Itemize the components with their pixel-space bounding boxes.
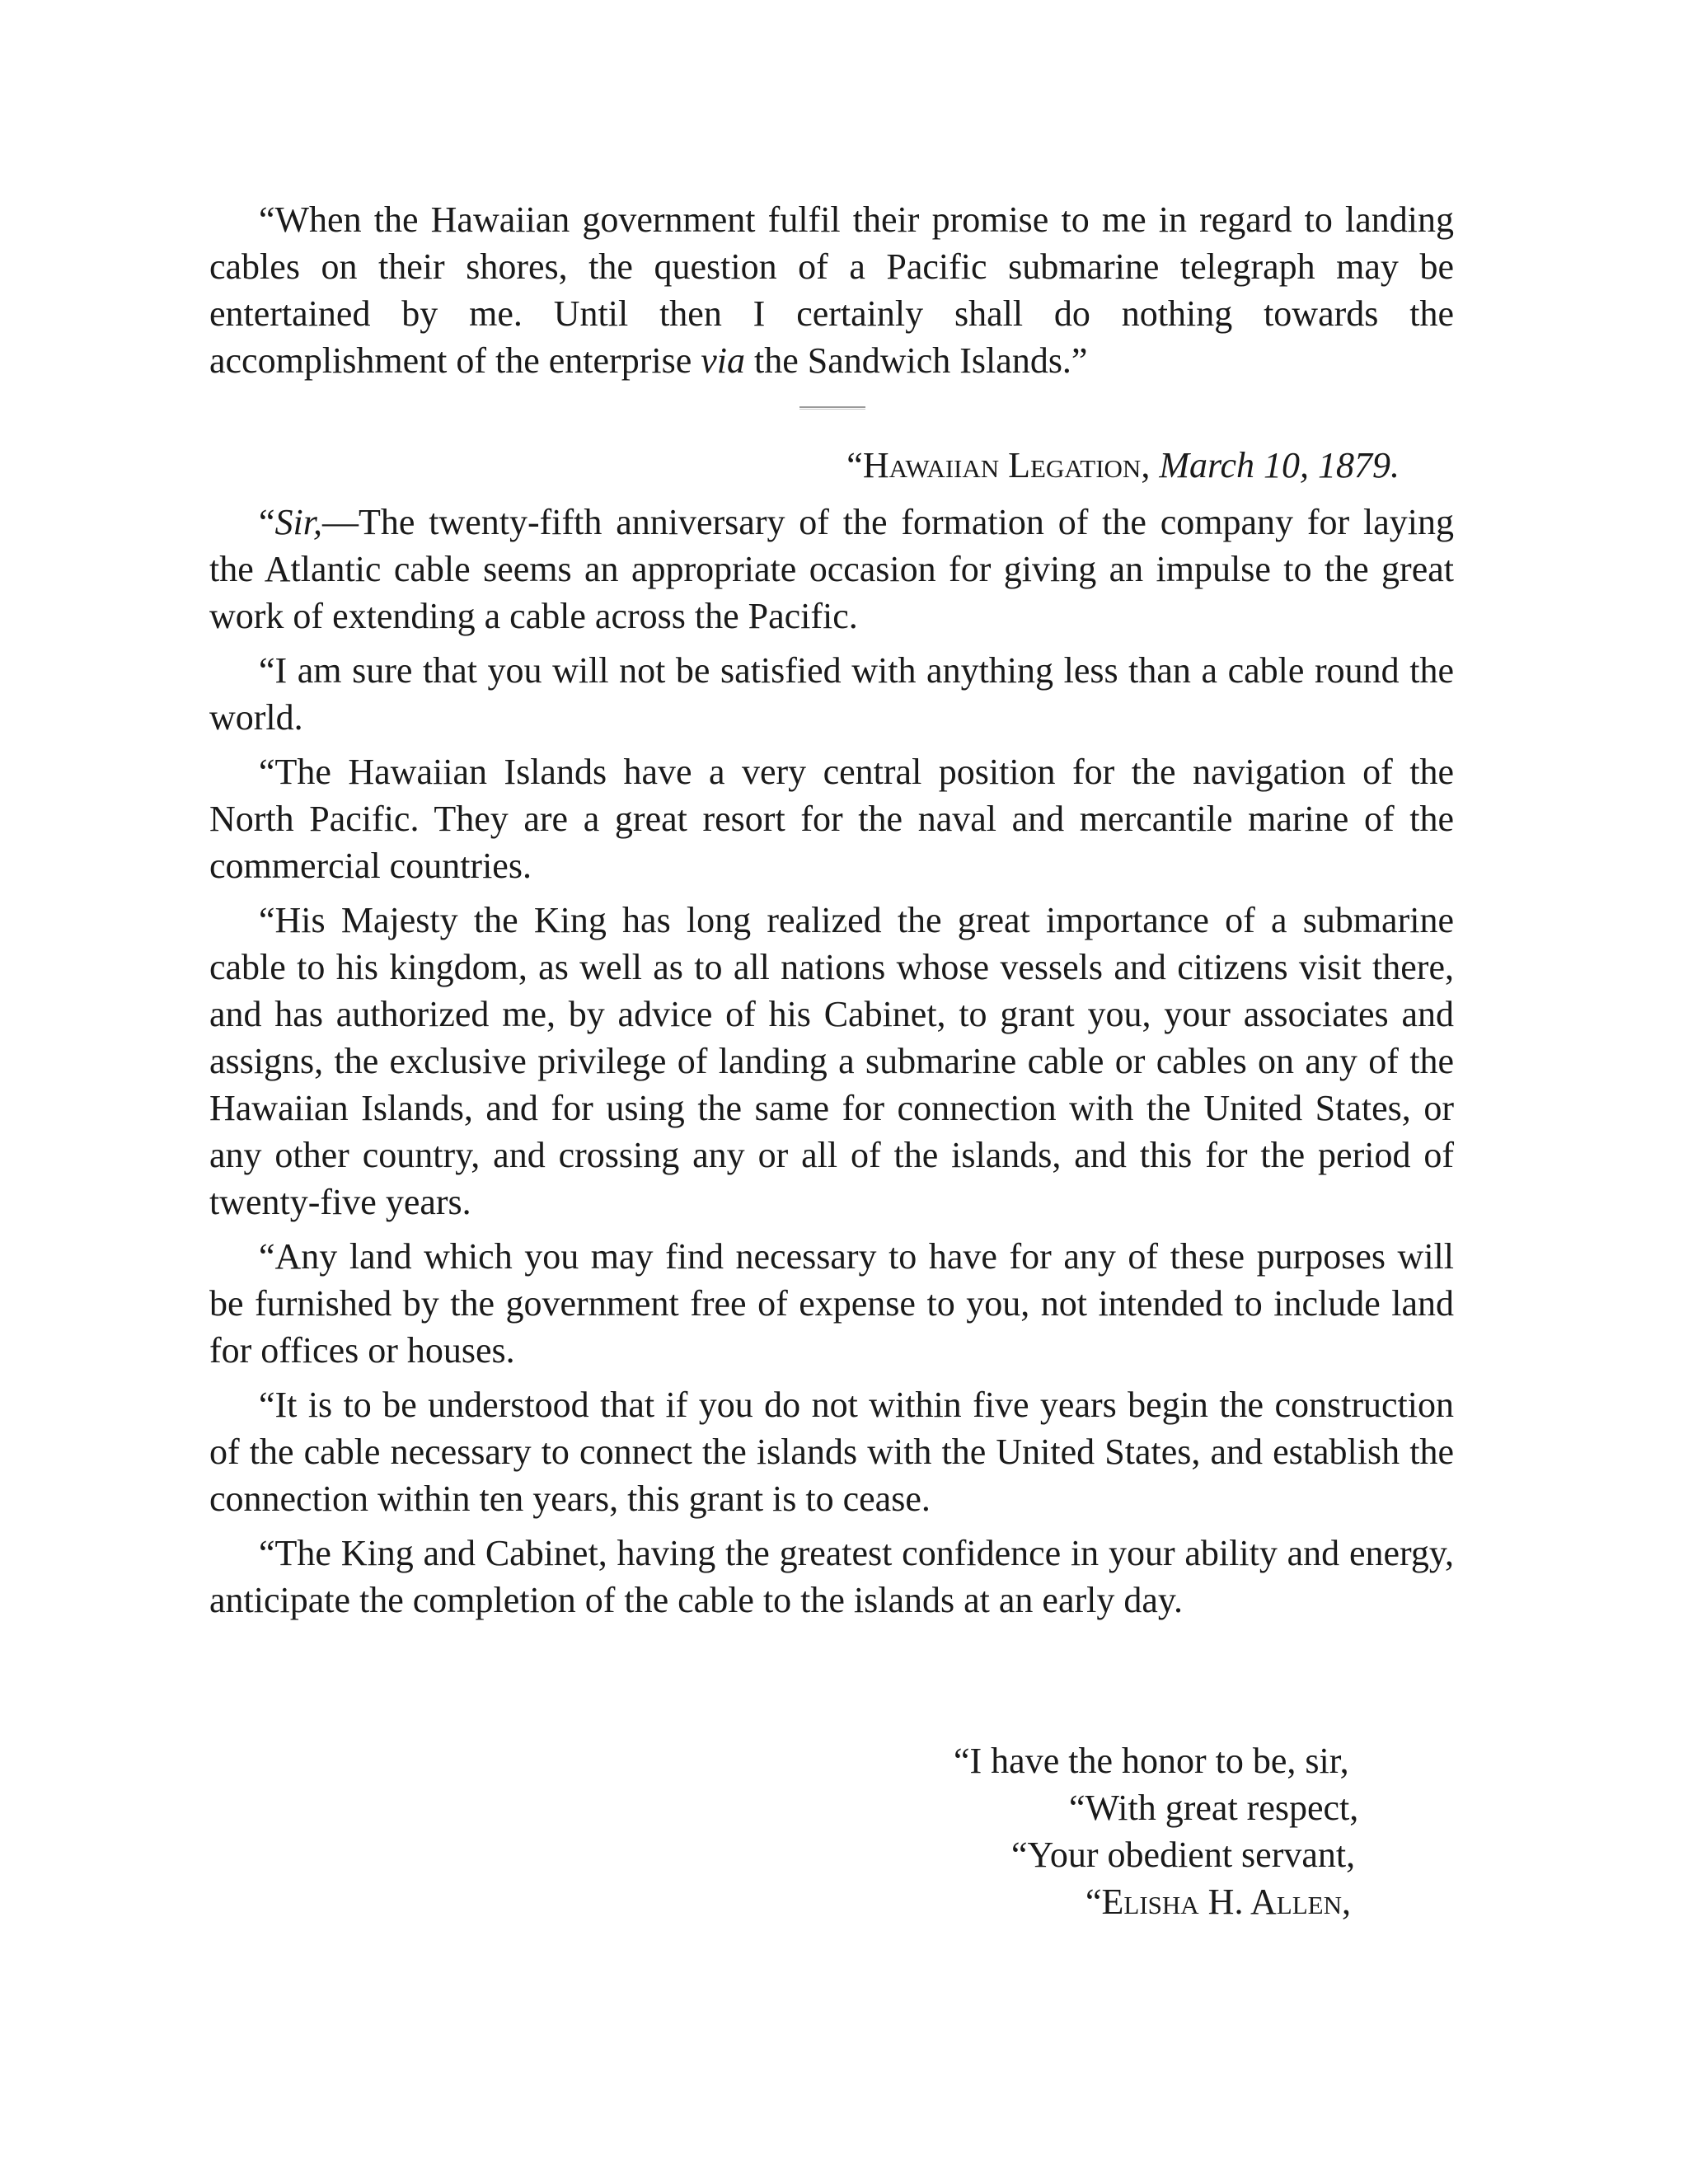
letter-paragraph-6: “It is to be understood that if you do not within five years begin the construction of the cable necessary to connect the islands with the United States, and establish the connection within ten years, this grant is to cease. [209, 1385, 1454, 1519]
signature: “Elisha H. Allen, [1085, 1882, 1351, 1922]
letter-body [209, 499, 1454, 1624]
letter-heading [209, 442, 1400, 489]
closing-line-3: “Your obedient servant, [1011, 1835, 1356, 1875]
letter-paragraph-7: “The King and Cabinet, having the greatest confidence in your ability and energy, anticipate the completion of the cable to the islands at an early day. [209, 1533, 1454, 1620]
opening-quote-text: “When the Hawaiian government fulfil their promise to me in regard to landing cables on their shores, the question of a Pacific submarine telegraph may be entertained by me. Until then I certainly shall do nothing towards the accomplishment of the enterprise [209, 199, 1454, 381]
closing-line-1: “I have the honor to be, sir, [954, 1741, 1349, 1781]
closing-line-2: “With great respect, [1069, 1788, 1359, 1828]
salutation-quote: “ [259, 502, 275, 542]
opening-quote-block [209, 196, 1454, 384]
section-divider-rule [799, 406, 865, 410]
letter-paragraph-2: “I am sure that you will not be satisfied with anything less than a cable round the world. [209, 650, 1454, 738]
letter-paragraph-3: “The Hawaiian Islands have a very central position for the navigation of the North Pacific. They are a great resort for the naval and mercantile marine of the commercial countries. [209, 752, 1454, 886]
opening-quote-paragraph [209, 196, 1454, 384]
via-italic: via [701, 340, 745, 381]
legation-name: “Hawaiian Legation, [846, 445, 1151, 485]
salutation: Sir, [274, 502, 323, 542]
letter-paragraph-1 [209, 499, 1454, 640]
opening-quote-end: the Sandwich Islands.” [745, 340, 1088, 381]
letter-date: March 10, 1879. [1159, 445, 1400, 485]
paragraph-1-text: —The twenty-fifth anniversary of the formation of the company for laying the Atlantic cable seems an appropriate occasion for giving an impulse to the great work of extending a cable across the Pacific. [209, 502, 1454, 636]
letter-paragraph-4: “His Majesty the King has long realized the great importance of a submarine cable to his kingdom, as well as to all nations whose vessels and citizens visit there, and has authorized me, by advice of his Cabinet, to grant you, your associates and assigns, the exclusive privilege of landing a submarine cable or cables on any of the Hawaiian Islands, and for using the same for connection with the United States, or any other country, and crossing any or all of the islands, and this for the period of twenty-five years. [209, 900, 1454, 1222]
letter-paragraph-5: “Any land which you may find necessary to have for any of these purposes will be furnished by the government free of expense to you, not intended to include land for offices or houses. [209, 1236, 1454, 1371]
